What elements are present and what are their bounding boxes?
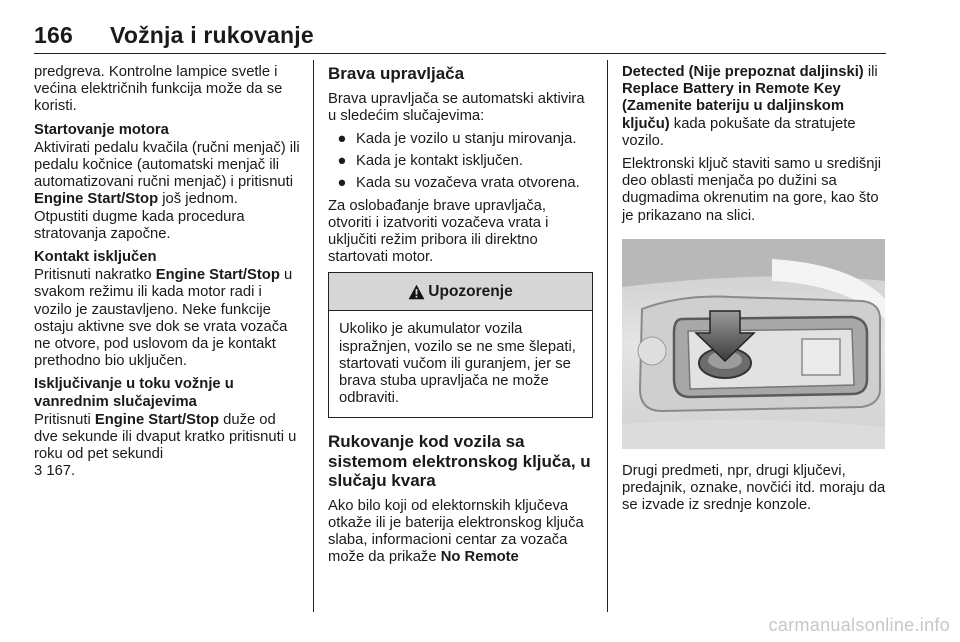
header-rule <box>34 53 886 54</box>
message-paragraph: Detected (Nije prepoznat daljinski) ili Replace Battery in Remote Key (Zamenite bateriju u daljinskom ključu) kada pokušate da stratujete vozilo. <box>622 64 878 149</box>
bullet-icon: ● <box>337 130 347 147</box>
bullet-item: ● Kada su vozačeva vrata otvorena. <box>328 175 593 192</box>
engine-start-stop-label: Engine Start/Stop <box>94 411 219 428</box>
page-ref-icon: 3 <box>34 463 43 480</box>
key-placement-paragraph: Elektronski ključ staviti samo u središnji deo oblasti menjača po dužini sa dugmadima okrenutim na gore, kao što je prikazano na slici. <box>622 156 882 224</box>
bullet-icon: ● <box>337 153 347 170</box>
start-paragraph: Aktivirati pedalu kvačila (ručni menjač) ili pedalu kočnice (automatski menjač ili automatizovani ručni menjač) i pritisnuti Engine Start/Stop još jednom. Otpustiti dugme kada procedura stratovanja započne. <box>34 139 300 242</box>
contact-off-paragraph: Pritisnuti nakratko Engine Start/Stop u svakom režimu ili kada motor radi i vozilo je zaustavljeno. Neke funkcije ostaju aktivne sve dok se vrata vozača ne otvore, pod uslovom da je kontakt prethodno bio uključen. <box>34 267 293 370</box>
warning-header <box>329 273 592 311</box>
steering-lock-release: Za oslobađanje brave upravljača, otvoriti i izatvoriti vozačeva vrata i uključiti režim pribora ili direktno startovati motor. <box>328 197 549 266</box>
display-message: Detected (Nije prepoznat daljinski) <box>622 64 864 80</box>
engine-start-stop-label: Engine Start/Stop <box>34 191 159 208</box>
remove-objects-paragraph: Drugi predmeti, npr, drugi ključevi, predajnik, oznake, novčići itd. moraju da se izvade iz srednje konzole. <box>622 462 886 514</box>
intro-paragraph: predgreva. Kontrolne lampice svetle i većina električnih funkcija može da se koristi. <box>34 64 283 115</box>
page-number: 166 <box>34 22 73 48</box>
bullet-item: ● Kada je kontakt isključen. <box>328 153 593 170</box>
column-2 <box>328 64 593 573</box>
warning-box <box>328 272 593 418</box>
section-title-start: Startovanje motora <box>34 121 169 138</box>
fault-paragraph: Ako bilo koji od elektornskih ključeva otkaže ili je baterija elektronskog ključa slaba, informacioni centar za vozača može da prikaže No Remote <box>328 497 584 566</box>
page-ref-link[interactable]: 167. <box>42 463 76 480</box>
column-3 <box>622 64 887 520</box>
column-1 <box>34 64 300 487</box>
section-title-steering-lock: Brava upravljača <box>328 64 465 83</box>
page-header <box>34 22 886 54</box>
emergency-paragraph: Pritisnuti Engine Start/Stop duže od dve sekunde ili dvaput kratko pritisnuti u roku od pet sekundi 3 167. <box>34 411 297 480</box>
section-title-emergency: Isključivanje u toku vožnje u vanrednim slučajevima <box>34 376 234 410</box>
warning-text: Ukoliko je akumulator vozila ispražnjen, vozilo se ne sme šlepati, startovati vučom ili guranjem, jer se brava stuba upravljača ne može odbraviti. <box>339 321 576 407</box>
warning-title: Upozorenje <box>428 283 513 301</box>
watermark: carmanualsonline.info <box>768 615 950 635</box>
section-title-fault: Rukovanje kod vozila sa sistemom elektronskog ključa, u slučaju kvara <box>328 432 591 491</box>
chapter-title: Vožnja i rukovanje <box>110 22 314 48</box>
warning-triangle-icon <box>408 284 425 300</box>
warning-body <box>329 311 592 417</box>
engine-start-stop-label: Engine Start/Stop <box>155 267 280 284</box>
column-divider-2 <box>607 60 608 612</box>
bullet-icon: ● <box>337 175 347 192</box>
center-console-key-photo <box>622 239 885 449</box>
section-title-contact-off: Kontakt isključen <box>34 249 157 266</box>
bullet-item: ● Kada je vozilo u stanju mirovanja. <box>328 131 593 148</box>
steering-lock-intro: Brava upravljača se automatski aktivira u sledećim slučajevima: <box>328 90 585 124</box>
display-message: No Remote <box>440 549 519 566</box>
display-message: Replace Battery in Remote Key (Zamenite bateriju u daljinskom ključu) <box>622 81 844 132</box>
column-divider-1 <box>313 60 314 612</box>
